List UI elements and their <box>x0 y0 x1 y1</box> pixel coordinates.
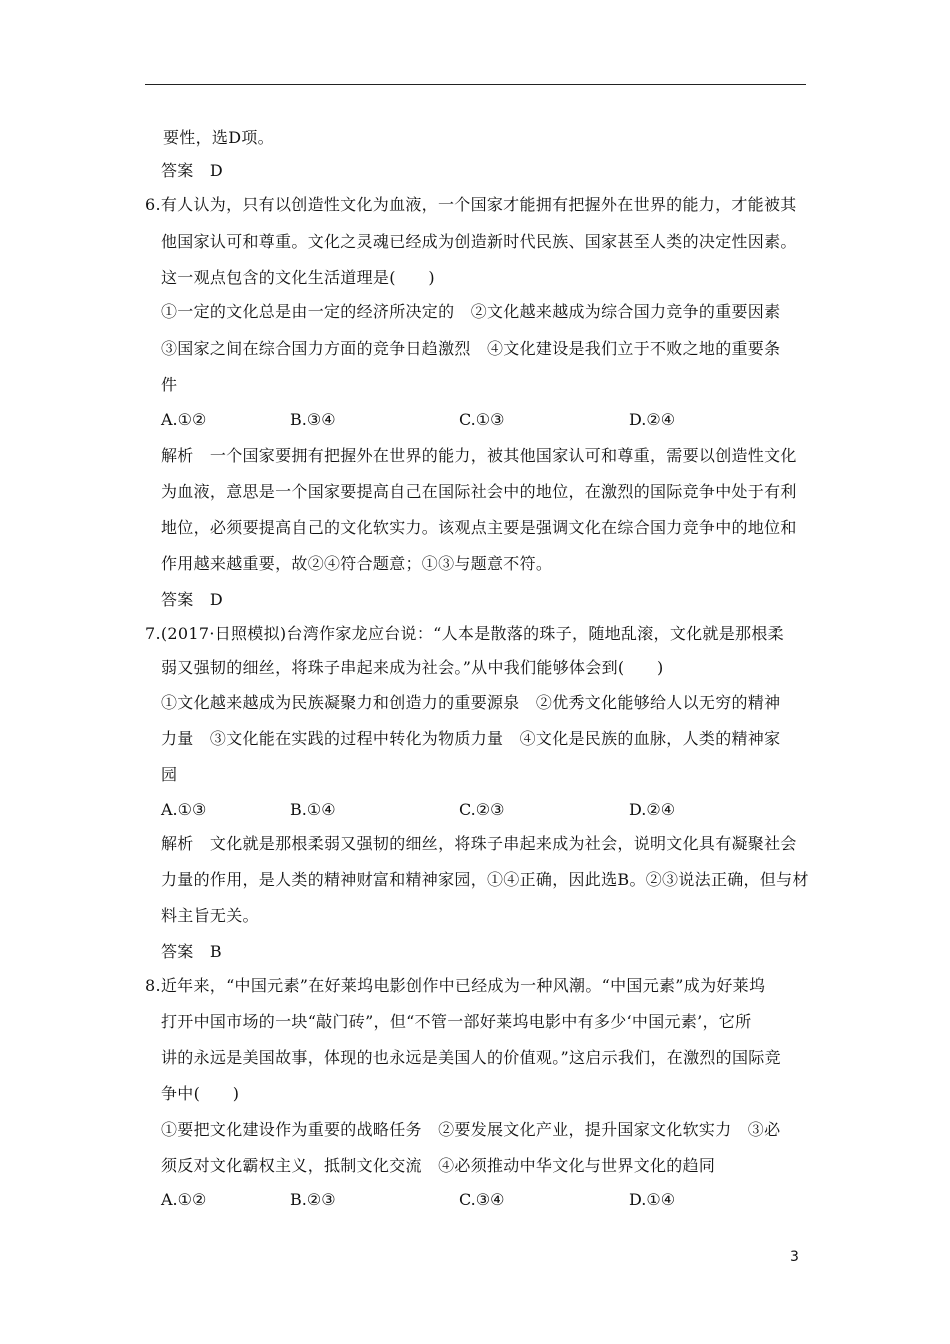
q7-explanation-line-2: 力量的作用，是人类的精神财富和精神家园，①④正确，因此选B。②③说法正确，但与材 <box>161 870 809 889</box>
q8-statement-line-2: 须反对文化霸权主义，抵制文化交流 ④必须推动中华文化与世界文化的趋同 <box>161 1156 716 1175</box>
q6-stem-line-2: 他国家认可和尊重。文化之灵魂已经成为创造新时代民族、国家甚至人类的决定性因素。 <box>161 232 797 251</box>
q7-statement-line-1: ①文化越来越成为民族凝聚力和创造力的重要源泉 ②优秀文化能够给人以无穷的精神 <box>161 693 781 712</box>
q8-stem-line-4: 争中( ) <box>161 1084 240 1103</box>
q6-statement-line-1: ①一定的文化总是由一定的经济所决定的 ②文化越来越成为综合国力竞争的重要因素 <box>161 302 781 321</box>
q7-explanation-line-3: 料主旨无关。 <box>161 906 259 925</box>
q8-option-b: B.②③ <box>290 1190 336 1209</box>
q7-stem-line-1: 7.(2017·日照模拟)台湾作家龙应台说：“人本是散落的珠子，随地乱滚，文化就是那根柔 <box>145 624 784 643</box>
q6-explanation-line-1: 解析 一个国家要拥有把握外在世界的能力，被其他国家认可和尊重，需要以创造性文化 <box>161 446 797 465</box>
header-rule <box>145 84 806 85</box>
q8-stem-line-1: 8.近年来，“中国元素”在好莱坞电影创作中已经成为一种风潮。“中国元素”成为好莱坞 <box>145 976 766 995</box>
q6-stem-line-3: 这一观点包含的文化生活道理是( ) <box>161 268 435 287</box>
q6-explanation-line-3: 地位，必须要提高自己的文化软实力。该观点主要是强调文化在综合国力竞争中的地位和 <box>161 518 797 537</box>
q5-answer: 答案 D <box>161 161 224 180</box>
q7-answer: 答案 B <box>161 942 222 961</box>
q6-option-b: B.③④ <box>290 410 336 429</box>
q6-option-c: C.①③ <box>459 410 505 429</box>
q8-option-a: A.①② <box>161 1190 207 1209</box>
q6-explanation-line-2: 为血液，意思是一个国家要提高自己在国际社会中的地位，在激烈的国际竞争中处于有利 <box>161 482 797 501</box>
q8-statement-line-1: ①要把文化建设作为重要的战略任务 ②要发展文化产业，提升国家文化软实力 ③必 <box>161 1120 781 1139</box>
q7-option-d: D.②④ <box>629 800 676 819</box>
q7-option-c: C.②③ <box>459 800 505 819</box>
q8-stem-line-3: 讲的永远是美国故事，体现的也永远是美国人的价值观。”这启示我们，在激烈的国际竞 <box>161 1048 781 1067</box>
q6-option-d: D.②④ <box>629 410 676 429</box>
q7-option-b: B.①④ <box>290 800 336 819</box>
q6-explanation-line-4: 作用越来越重要，故②④符合题意；①③与题意不符。 <box>161 554 553 573</box>
q6-option-a: A.①② <box>161 410 207 429</box>
q7-option-a: A.①③ <box>161 800 207 819</box>
q7-stem-line-2: 弱又强韧的细丝，将珠子串起来成为社会。”从中我们能够体会到( ) <box>161 658 664 677</box>
q6-answer: 答案 D <box>161 590 224 609</box>
q6-statement-line-2: ③国家之间在综合国力方面的竞争日趋激烈 ④文化建设是我们立于不败之地的重要条 <box>161 339 781 358</box>
q6-stem-line-1: 6.有人认为，只有以创造性文化为血液，一个国家才能拥有把握外在世界的能力，才能被其 <box>145 195 797 214</box>
q5-explanation-end: 要性，选D项。 <box>163 128 274 147</box>
q8-option-c: C.③④ <box>459 1190 505 1209</box>
q6-statement-line-3: 件 <box>161 375 178 394</box>
q7-statement-line-2: 力量 ③文化能在实践的过程中转化为物质力量 ④文化是民族的血脉，人类的精神家 <box>161 729 781 748</box>
q7-explanation-line-1: 解析 文化就是那根柔弱又强韧的细丝，将珠子串起来成为社会，说明文化具有凝聚社会 <box>161 834 797 853</box>
q8-stem-line-2: 打开中国市场的一块“敲门砖”，但“不管一部好莱坞电影中有多少‘中国元素’，它所 <box>161 1012 752 1031</box>
q8-option-d: D.①④ <box>629 1190 676 1209</box>
page-number: 3 <box>790 1249 799 1265</box>
q7-statement-line-3: 园 <box>161 765 178 784</box>
